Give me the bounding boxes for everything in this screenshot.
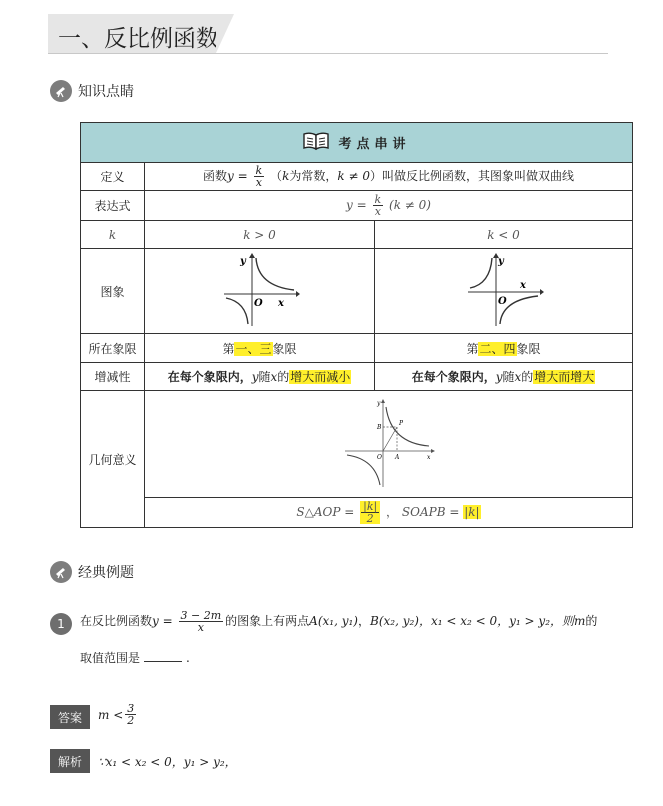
- example-question-line2: 取值范围是 .: [80, 651, 190, 665]
- svg-text:O: O: [376, 453, 382, 461]
- quadrant-positive: 第一、三象限: [145, 334, 375, 363]
- quadrant-negative: 第二、四象限: [375, 334, 633, 363]
- svg-text:x: x: [426, 453, 430, 461]
- svg-text:O: O: [253, 297, 263, 309]
- geometry-formula-cell: S△AOP = $\frac{|k|}{2}$ ， SOAPB = |k|: [145, 498, 633, 528]
- expression-cell: y = $\frac{k}{x}$ (k ≠ 0): [145, 191, 633, 221]
- row-label: 增减性: [81, 363, 145, 391]
- table-header: [81, 123, 633, 163]
- svg-text:A: A: [394, 453, 399, 461]
- svg-text:O: O: [497, 295, 507, 307]
- title-box: [48, 14, 219, 53]
- answer-tag: 答案: [50, 705, 90, 729]
- section-title: 经典例题: [78, 565, 134, 581]
- page-title: 一、反比例函数: [58, 26, 219, 52]
- section-title: 知识点睛: [78, 84, 134, 100]
- answer-value: m < $\frac{3}{2}$: [98, 702, 135, 727]
- row-label: 表达式: [81, 191, 145, 221]
- row-label: 图象: [81, 249, 145, 334]
- row-label: 所在象限: [81, 334, 145, 363]
- svg-text:P: P: [398, 419, 403, 427]
- section-heading-examples: [50, 561, 134, 583]
- row-label-k: k: [81, 221, 145, 249]
- svg-text:y: y: [239, 255, 246, 267]
- hyperbola-negative-figure: [464, 252, 544, 328]
- telescope-icon: [50, 561, 72, 583]
- k-negative: k < 0: [375, 221, 633, 249]
- book-icon: [302, 131, 330, 155]
- telescope-icon: [50, 80, 72, 102]
- svg-text:x: x: [519, 279, 526, 291]
- monotonic-negative: 在每个象限内，y随x的增大而增大: [375, 363, 633, 391]
- analysis-tag: 解析: [50, 749, 90, 773]
- hyperbola-positive-figure: [220, 252, 300, 328]
- graph-k-positive: [145, 249, 375, 334]
- monotonic-positive: 在每个象限内，y随x的增大而减小: [145, 363, 375, 391]
- row-label: 定义: [81, 163, 145, 191]
- answer-blank: [144, 661, 182, 662]
- knowledge-table: [80, 122, 633, 528]
- section-heading-knowledge: [50, 80, 134, 102]
- k-positive: k > 0: [145, 221, 375, 249]
- table-header-title: 考点串讲: [338, 137, 411, 152]
- title-band: [48, 14, 608, 54]
- svg-text:x: x: [277, 297, 284, 309]
- analysis-text: ∵x₁ < x₂ < 0，y₁ > y₂，: [98, 755, 237, 769]
- svg-text:y: y: [376, 399, 380, 407]
- geometry-figure-cell: [145, 391, 633, 498]
- svg-text:y: y: [497, 255, 504, 267]
- example-question: 在反比例函数y = $\frac{3 - 2m}{x}$ 的图象上有两点A(x₁, y₁)，B(x₂, y₂)，x₁ < x₂ < 0，y₁ > y₂，则m的: [80, 609, 598, 634]
- svg-text:B: B: [376, 423, 381, 431]
- geometry-figure: [339, 397, 439, 489]
- definition-cell: 函数y = $\frac{k}{x}$ （k为常数，k ≠ 0）叫做反比例函数，其图象叫做双曲线: [145, 163, 633, 191]
- graph-k-negative: [375, 249, 633, 334]
- example-number-badge: 1: [50, 613, 72, 635]
- row-label: 几何意义: [81, 391, 145, 528]
